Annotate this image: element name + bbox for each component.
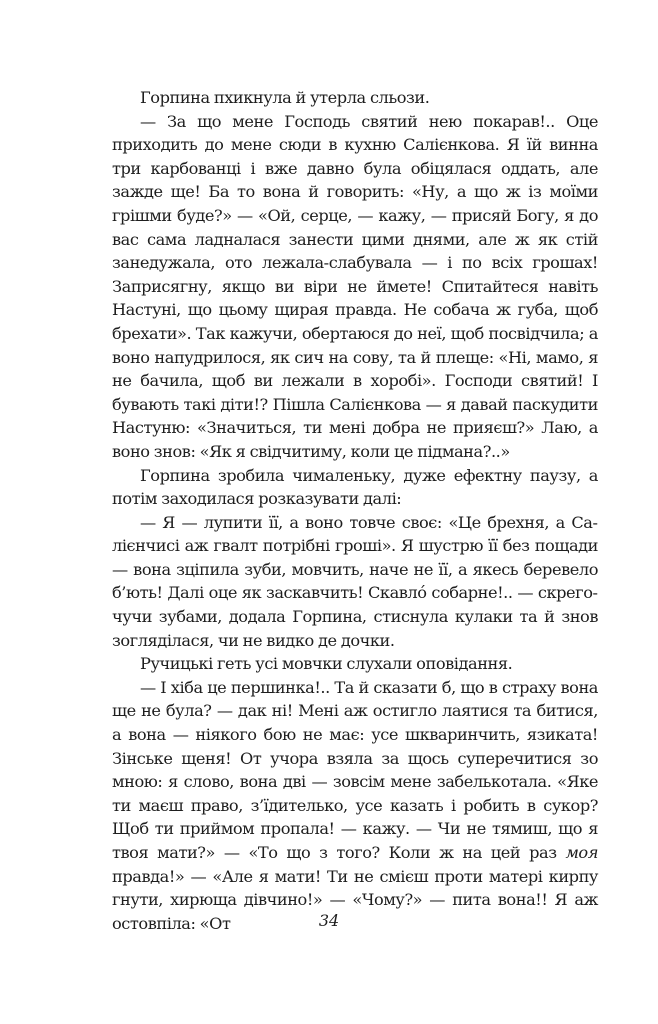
paragraph-4: — Я — лупити її, а воно товче своє: «Це брехня, а Салієнчисі аж гвалт потрібні гроші». Я шустрю її без пощади — вона зціпила зуби, мовчить, наче не її, а якесь беревело б’ють! Далі оце як заскавчить! Скавлó собарне!.. — скрегочучи зубами, додала Горпина, стиснула кулаки та й знов зоглядiлася, чи не видко де дочки.	[112, 512, 598, 650]
paragraph-6	[112, 676, 598, 936]
paragraph-6-part-1: — І хіба це першинка!.. Та й сказати б, що в страху вона ще не була? — дак ні! Мені аж остигло лаятися та битися, а вона — ніякого бою не має: усе шкваринчить, язиката! Зінське щеня! От учора взяла за щось суперечитися зо мною: я слово, вона дві — зовсім мене забелькотала. «Яке ти маєш право, з’їдителько, усе казать і робить в сукор? Щоб ти приймом пропала! — кажу. — Чи не тямиш, що я твоя мати?» — «То що з того? Коли ж на цей раз	[112, 677, 598, 862]
paragraph-2: — За що мене Господь святий нею покарав!.. Оце приходить до мене сюди в кухню Салієнкова. Я їй винна три карбованці і вже давно була обіцялася оддать, але зажде ще! Ба то вона й говорить: «Ну, а що ж із моїми грішми буде?» — «Ой, серце, — кажу, — присяй Богу, я до вас сама ладналася занести цими днями, але ж як стій занедужала, ото лежала-слабувала — і по всіх грошах! Заприсягну, якщо ви віри не ймете! Спитайтеся навіть Настуні, що цьому щирая правда. Не собача ж губа, щоб брехати». Так кажучи, обертаюся до неї, щоб посвідчила; а воно напудрилося, як сич на сову, та й плеще: «Ні, мамо, я не бачила, щоб ви лежали в хоробі». Господи святий! І бувають такі діти!? Пішла Салієнкова — я давай паскудити Настуню: «Значиться, ти мені добра не прияєш?» Лаю, а воно знов: «Як я свідчитиму, коли це підмана?..»	[112, 111, 598, 461]
page-number: 34	[318, 911, 340, 930]
paragraph-6-part-2: правда!» — «Але я мати! Ти не смієш проти матері кирпу гнути, хирюща дівчино!» — «Чому?» — пита вона!! Я аж остовпіла: «От	[112, 866, 598, 933]
paragraph-5: Ручицькі геть усі мовчки слухали оповідання.	[140, 654, 513, 674]
paragraph-1: Горпина пхикнула й утерла сльози.	[140, 88, 430, 107]
paragraph-3: Горпина зробила чималеньку, дуже ефектну паузу, а потім заходилася розказувати далі:	[112, 465, 598, 509]
paragraph-6-emphasis: моя	[565, 843, 598, 862]
page-body	[112, 86, 598, 935]
